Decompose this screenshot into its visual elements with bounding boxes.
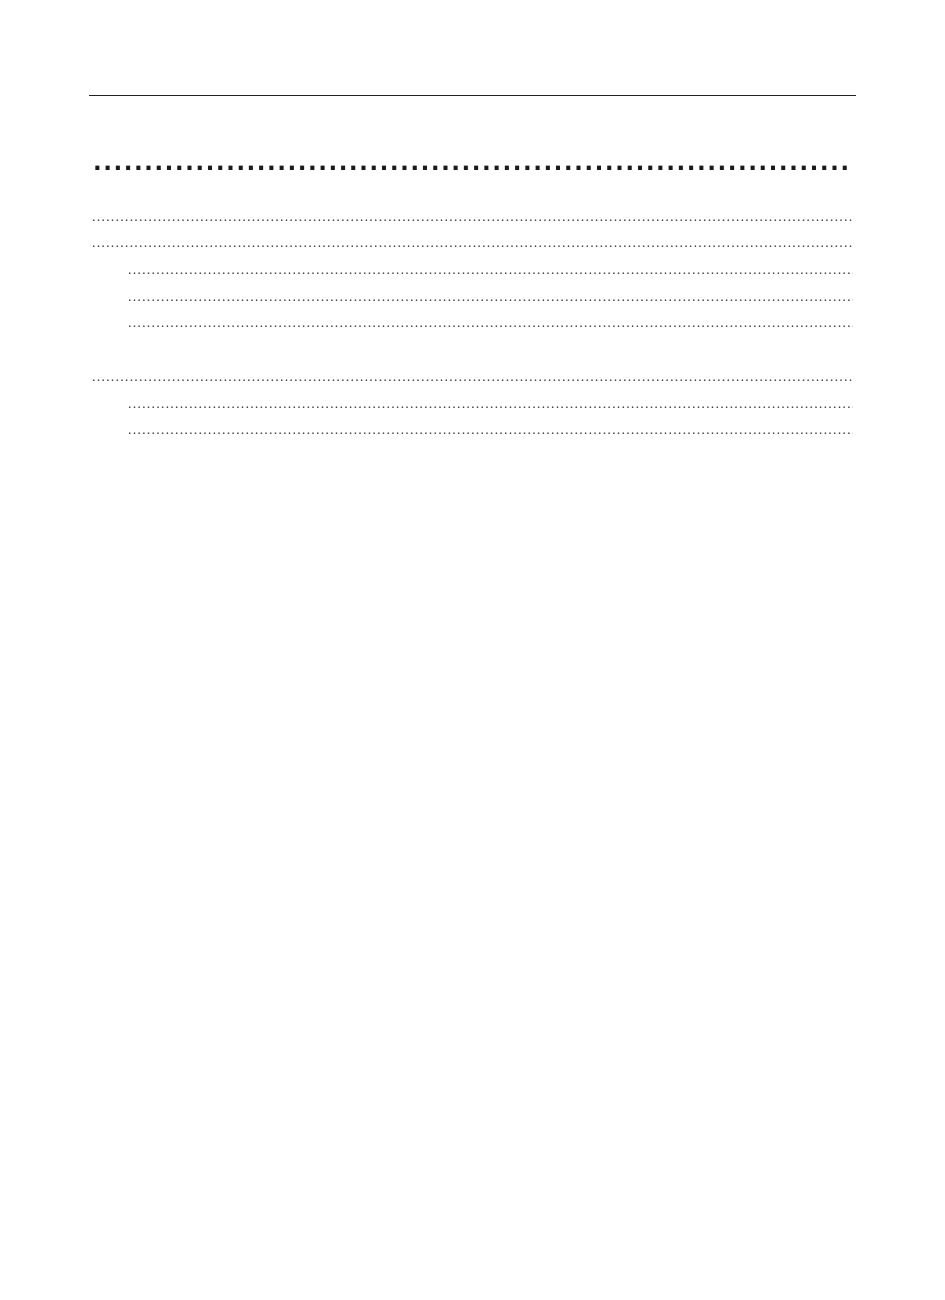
toc-entry[interactable] <box>89 201 856 228</box>
toc-entry[interactable] <box>89 388 856 415</box>
chapter-heading[interactable] <box>89 123 856 193</box>
toc-entry[interactable] <box>89 281 856 308</box>
toc-entry-wrapped-first-line[interactable] <box>89 334 856 361</box>
dot-leader <box>93 143 852 183</box>
dot-leader <box>128 254 853 281</box>
dot-leader <box>128 415 853 442</box>
toc-entry[interactable] <box>89 415 856 442</box>
dot-leader <box>128 281 853 308</box>
toc-entry[interactable] <box>89 254 856 281</box>
dot-leader <box>92 361 853 388</box>
dot-leader <box>128 308 853 335</box>
dot-leader <box>128 388 853 415</box>
table-of-contents <box>89 123 856 441</box>
toc-entry[interactable] <box>89 228 856 255</box>
toc-entry-wrapped-second-line[interactable] <box>89 361 856 388</box>
toc-entry[interactable] <box>89 308 856 335</box>
dot-leader <box>92 228 853 255</box>
dot-leader <box>92 201 853 228</box>
running-header <box>89 64 856 96</box>
